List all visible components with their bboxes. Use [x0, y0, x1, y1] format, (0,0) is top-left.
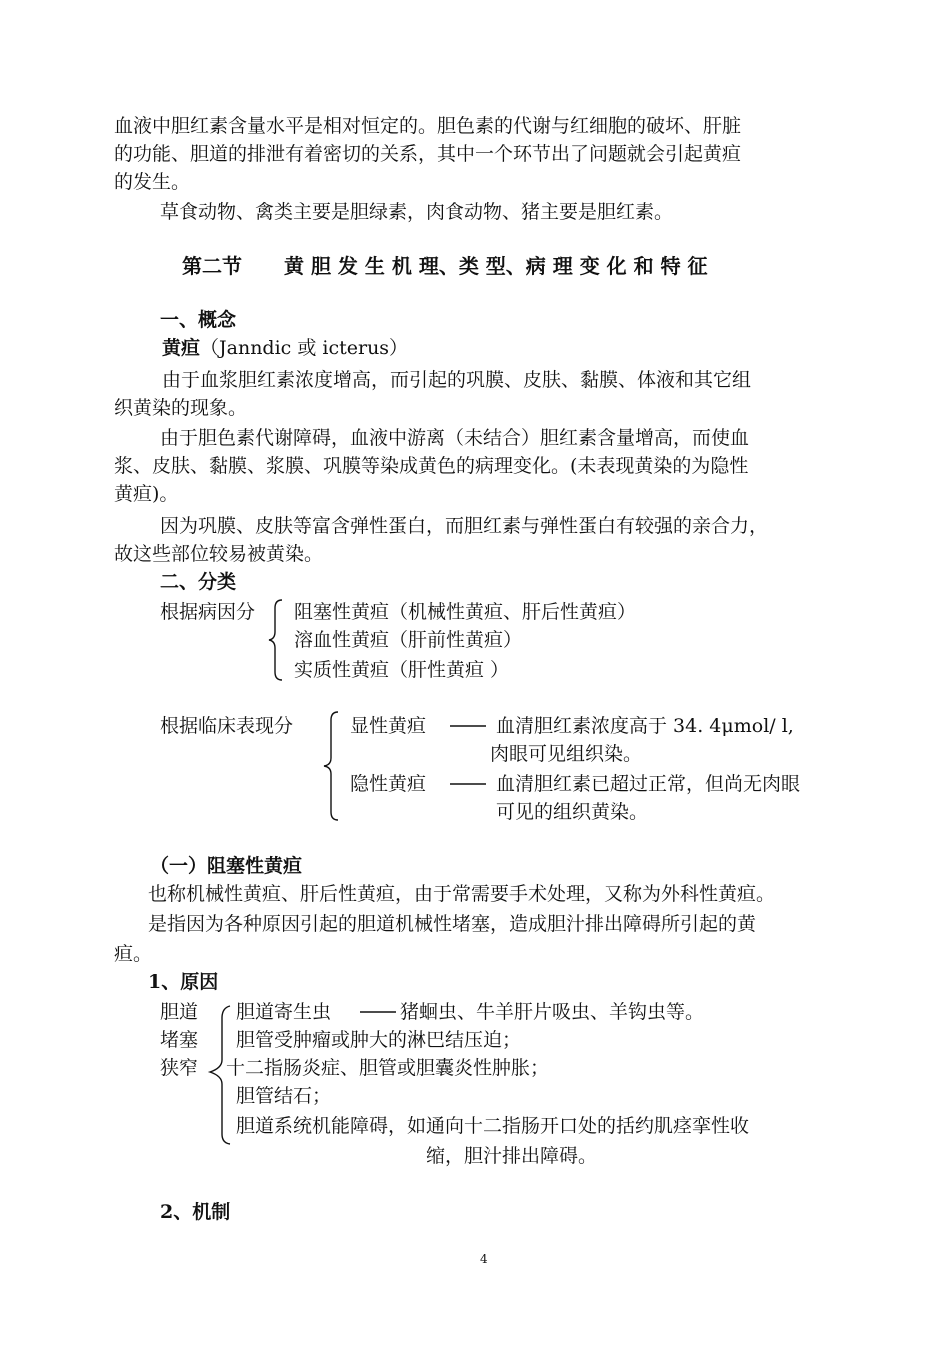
definition-3-line-1: 因为巩膜、皮肤等富含弹性蛋白，而胆红素与弹性蛋白有较强的亲合力，	[160, 515, 769, 537]
cause-item-1: 胆道寄生虫	[236, 1001, 332, 1023]
definition-2-line-3: 黄疸)。	[114, 483, 179, 505]
definition-1-line-1: 由于血浆胆红素浓度增高，而引起的巩膜、皮肤、黏膜、体液和其它组	[162, 369, 752, 391]
definition-3-line-2: 故这些部位较易被黄染。	[114, 543, 324, 565]
term-english: （Janndic 或 icterus）	[200, 337, 409, 359]
overt-dash	[448, 724, 488, 728]
obstructive-p1: 也称机械性黄疸、肝后性黄疸，由于常需要手术处理，又称为外科性黄疸。	[148, 883, 776, 905]
page-number: 4	[480, 1252, 488, 1266]
section-number: 第二节	[182, 254, 242, 278]
definition-1-line-2: 织黄染的现象。	[114, 397, 248, 419]
cause-item-5-line-2: 缩，胆汁排出障碍。	[426, 1145, 598, 1167]
definition-2-line-1: 由于胆色素代谢障碍，血液中游离（未结合）胆红素含量增高，而使血	[160, 427, 750, 449]
mechanism-heading: 2、机制	[160, 1201, 231, 1223]
by-cause-label: 根据病因分	[160, 601, 256, 623]
intro-line-3: 的发生。	[114, 171, 191, 193]
cause-item-3: 十二指肠炎症、胆管或胆囊炎性肿胀；	[226, 1057, 550, 1079]
latent-jaundice: 隐性黄疸	[350, 773, 427, 795]
cause-item-1-desc: 猪蛔虫、牛羊肝片吸虫、羊钩虫等。	[400, 1001, 705, 1023]
term-jaundice: 黄疸	[162, 337, 201, 359]
obstructive-p2-line-2: 疸。	[114, 943, 153, 965]
cause-type-1: 阻塞性黄疸（机械性黄疸、肝后性黄疸）	[294, 601, 637, 623]
cause-heading: 1、原因	[148, 971, 219, 993]
overt-desc-line-1: 血清胆红素浓度高于 34. 4μmol/ l,	[496, 715, 794, 737]
latent-desc-line-2: 可见的组织黄染。	[496, 801, 649, 823]
overt-desc-line-2: 肉眼可见组织染。	[490, 743, 643, 765]
concept-term-line	[162, 334, 408, 362]
obstructive-p2-line-1: 是指因为各种原因引起的胆道机械性堵塞，造成胆汁排出障碍所引起的黄	[148, 913, 757, 935]
clinical-brace	[320, 710, 342, 822]
definition-2-line-2: 浆、皮肤、黏膜、浆膜、巩膜等染成黄色的病理变化。(未表现黄染的为隐性	[114, 455, 749, 477]
side-label-1: 胆道	[160, 1001, 199, 1023]
cause-item-2: 胆管受肿瘤或肿大的淋巴结压迫；	[236, 1029, 522, 1051]
intro-line-2: 的功能、胆道的排泄有着密切的关系，其中一个环节出了问题就会引起黄疸	[114, 143, 742, 165]
obstructive-heading: （一）阻塞性黄疸	[150, 855, 303, 877]
by-clinical-label: 根据临床表现分	[160, 715, 294, 737]
side-label-2: 堵塞	[160, 1029, 199, 1051]
cause-item-1-dash	[358, 1010, 398, 1014]
concept-heading: 一、概念	[160, 309, 237, 331]
intro-line-4: 草食动物、禽类主要是胆绿素，肉食动物、猪主要是胆红素。	[160, 201, 674, 223]
latent-dash	[448, 782, 488, 786]
overt-jaundice: 显性黄疸	[350, 715, 427, 737]
cause-item-4: 胆管结石；	[236, 1085, 332, 1107]
cause-brace	[266, 598, 286, 682]
latent-desc-line-1: 血清胆红素已超过正常，但尚无肉眼	[496, 773, 801, 795]
cause-type-3: 实质性黄疸（肝性黄疸 ）	[294, 659, 510, 681]
side-label-3: 狭窄	[160, 1057, 199, 1079]
intro-line-1: 血液中胆红素含量水平是相对恒定的。胆色素的代谢与红细胞的破坏、肝脏	[114, 115, 742, 137]
classification-heading: 二、分类	[160, 571, 237, 593]
cause-type-2: 溶血性黄疸（肝前性黄疸）	[294, 629, 523, 651]
section-title: 黄 胆 发 生 机 理、类 型、病 理 变 化 和 特 征	[284, 254, 708, 278]
cause-item-5-line-1: 胆道系统机能障碍，如通向十二指肠开口处的括约肌痉挛性收	[236, 1115, 750, 1137]
